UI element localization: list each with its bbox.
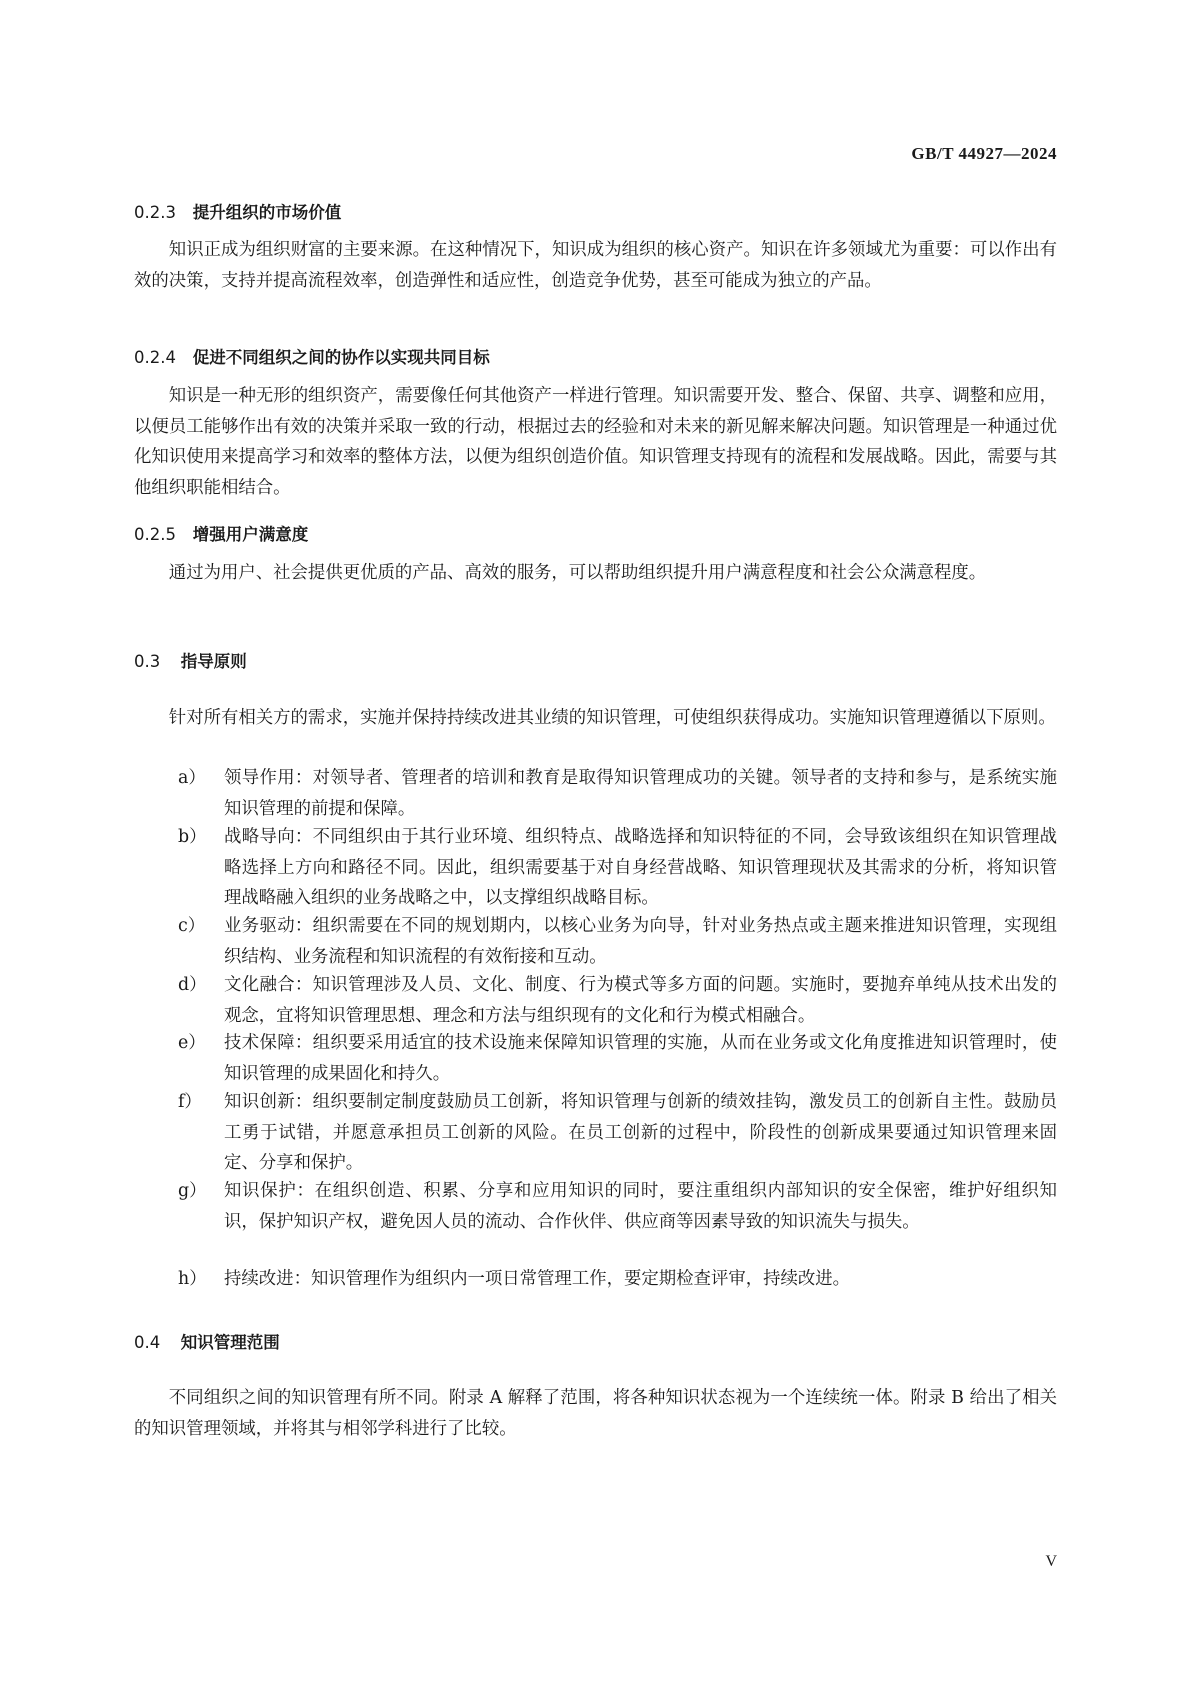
list-marker: h）: [178, 1269, 207, 1289]
heading-0-2-3: 0.2.3 提升组织的市场价值: [134, 203, 342, 222]
list-marker: e）: [178, 1033, 206, 1053]
paragraph-0-3: 针对所有相关方的需求，实施并保持持续改进其业绩的知识管理，可使组织获得成功。实施知识管理遵循以下原则。: [168, 708, 1056, 728]
list-marker: g）: [178, 1181, 207, 1201]
paragraph-0-2-5: 通过为用户、社会提供更优质的产品、高效的服务，可以帮助组织提升用户满意程度和社会公众满意程度。: [168, 563, 987, 583]
paragraph-0-4: 不同组织之间的知识管理有所不同。附录 A 解释了范围，将各种知识状态视为一个连续统一体。附录 B 给出了相关的知识管理领域，并将其与相邻学科进行了比较。: [134, 1388, 1057, 1439]
paragraph-0-2-4: 知识是一种无形的组织资产，需要像任何其他资产一样进行管理。知识需要开发、整合、保留、共享、调整和应用，以便员工能够作出有效的决策并采取一致的行动，根据过去的经验和对未来的新见解来解决问题。知识管理是一种通过优化知识使用来提高学习和效率的整体方法，以便为组织创造价值。知识管理支持现有的流程和发展战略。因此，需要与其他组织职能相结合。: [134, 386, 1057, 498]
principle-item: f） 知识创新：组织要制定制度鼓励员工创新，将知识管理与创新的绩效挂钩，激发员工的创新自主性。鼓励员工勇于试错，并愿意承担员工创新的风险。在员工创新的过程中，阶段性的创新成果要通过知识管理来固定、分享和保护。: [178, 1087, 1057, 1179]
list-marker: b）: [178, 827, 207, 847]
principle-item: d） 文化融合：知识管理涉及人员、文化、制度、行为模式等多方面的问题。实施时，要抛弃单纯从技术出发的观念，宜将知识管理思想、理念和方法与组织现有的文化和行为模式相融合。: [178, 970, 1057, 1031]
heading-0-3: 0.3 指导原则: [134, 652, 247, 671]
list-marker: c）: [178, 916, 206, 936]
principle-item: h） 持续改进：知识管理作为组织内一项日常管理工作，要定期检查评审，持续改进。: [178, 1264, 1057, 1295]
list-marker: d）: [178, 975, 207, 995]
heading-0-2-4: 0.2.4 促进不同组织之间的协作以实现共同目标: [134, 348, 490, 367]
standard-number: GB/T 44927—2024: [911, 144, 1057, 163]
heading-0-4: 0.4 知识管理范围: [134, 1333, 280, 1352]
principle-item: e） 技术保障：组织要采用适宜的技术设施来保障知识管理的实施，从而在业务或文化角度推进知识管理时，使知识管理的成果固化和持久。: [178, 1028, 1057, 1089]
page-number: V: [1045, 1553, 1057, 1570]
list-marker: a）: [178, 768, 206, 788]
principle-item: g） 知识保护：在组织创造、积累、分享和应用知识的同时，要注重组织内部知识的安全保密，维护好组织知识，保护知识产权，避免因人员的流动、合作伙伴、供应商等因素导致的知识流失与损失。: [178, 1176, 1057, 1237]
principle-item: c） 业务驱动：组织需要在不同的规划期内，以核心业务为向导，针对业务热点或主题来推进知识管理，实现组织结构、业务流程和知识流程的有效衔接和互动。: [178, 911, 1057, 972]
principle-item: b） 战略导向：不同组织由于其行业环境、组织特点、战略选择和知识特征的不同，会导致该组织在知识管理战略选择上方向和路径不同。因此，组织需要基于对自身经营战略、知识管理现状及其需求的分析，将知识管理战略融入组织的业务战略之中，以支撑组织战略目标。: [178, 822, 1057, 914]
paragraph-0-2-3: 知识正成为组织财富的主要来源。在这种情况下，知识成为组织的核心资产。知识在许多领域尤为重要：可以作出有效的决策，支持并提高流程效率，创造弹性和适应性，创造竞争优势，甚至可能成为独立的产品。: [134, 240, 1057, 291]
principle-item: a） 领导作用：对领导者、管理者的培训和教育是取得知识管理成功的关键。领导者的支持和参与，是系统实施知识管理的前提和保障。: [178, 763, 1057, 824]
list-marker: f）: [178, 1092, 202, 1112]
heading-0-2-5: 0.2.5 增强用户满意度: [134, 525, 309, 544]
